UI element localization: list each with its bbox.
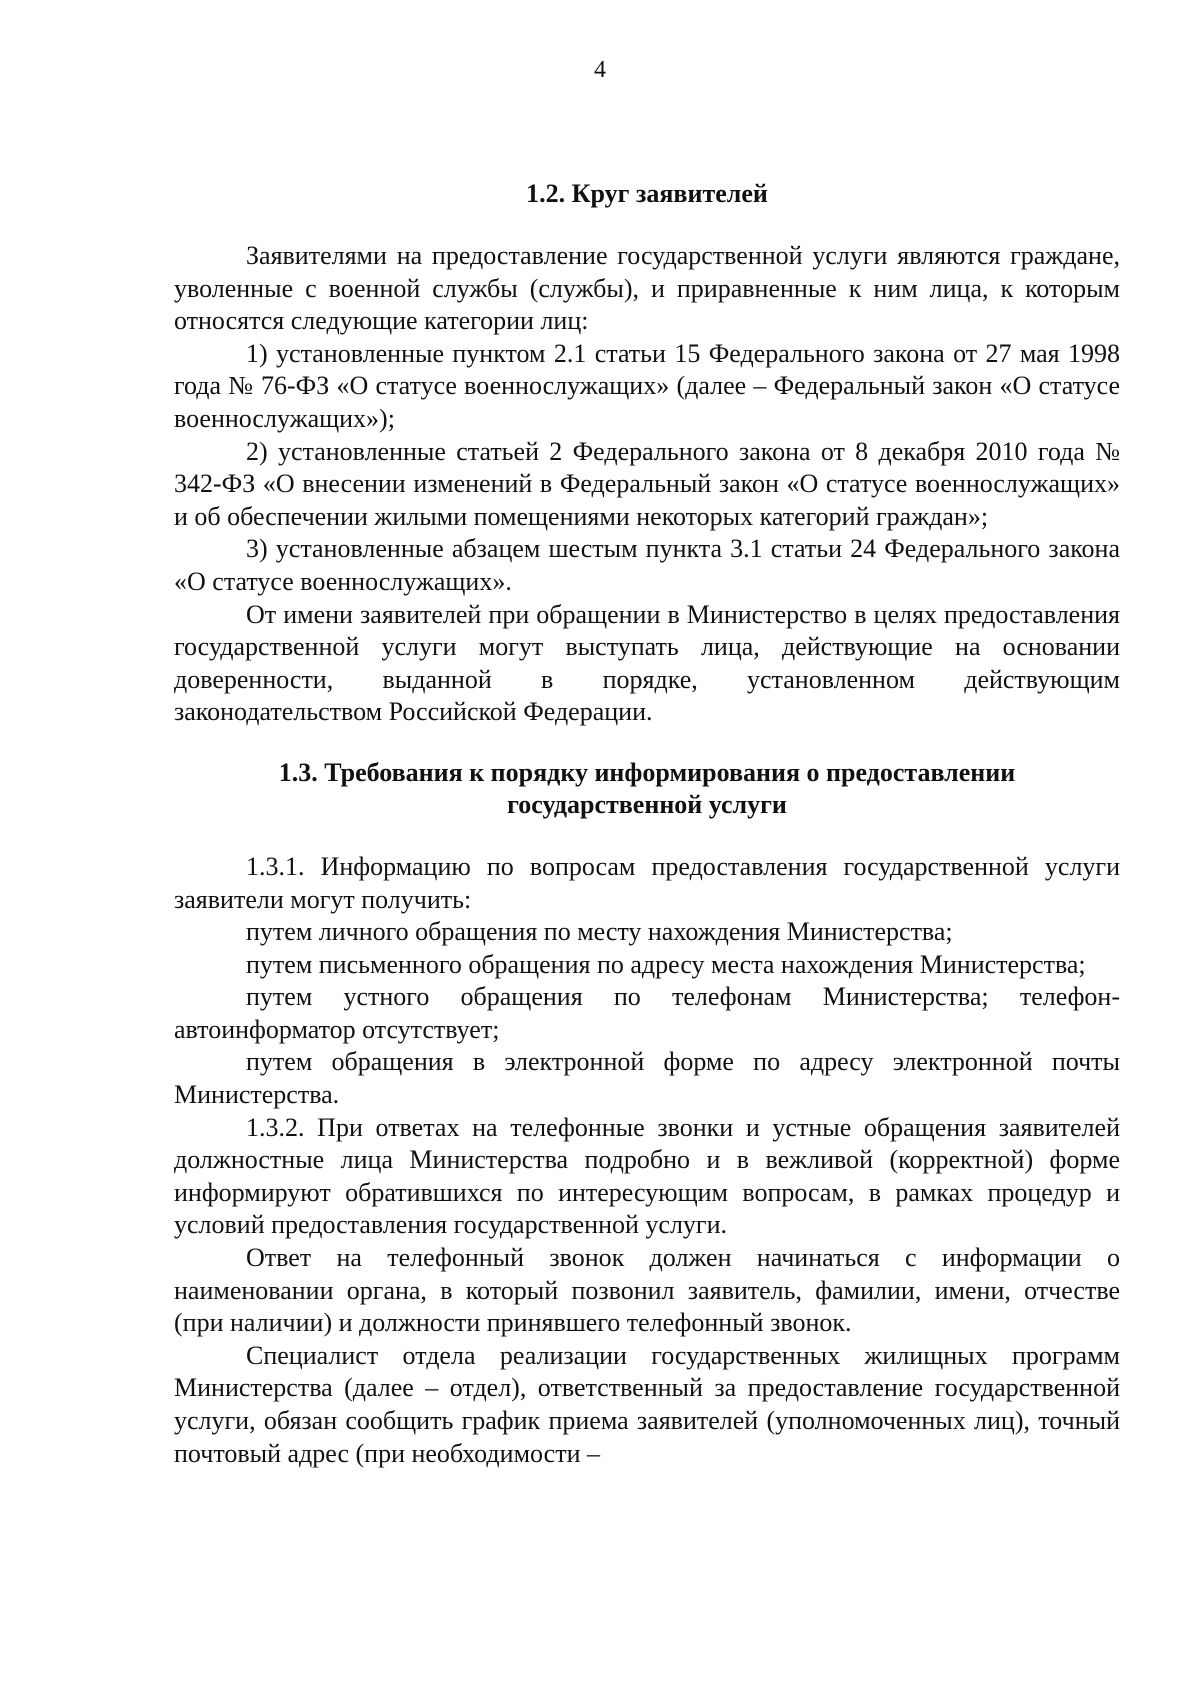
paragraph-category-2: 2) установленные статьей 2 Федерального закона от 8 декабря 2010 года № 342-ФЗ «О внесении изменений в Федеральный закон «О статусе военнослужащих» и об обеспечении жилыми помещениями некоторых категорий граждан»; — [174, 436, 1120, 531]
page-number: 4 — [594, 57, 606, 83]
paragraph-representatives: От имени заявителей при обращении в Министерство в целях предоставления государственной услуги могут выступать лица, действующие на основании доверенности, выданной в порядке, установленном действующим законодательством Российской Федерации. — [174, 599, 1120, 727]
paragraph-category-3: 3) установленные абзацем шестым пункта 3.1 статьи 24 Федерального закона «О статусе военнослужащих». — [174, 534, 1120, 596]
paragraph-applicants-intro: Заявителями на предоставление государственной услуги являются граждане, уволенные с военной службы (службы), и приравненные к ним лица, к которым относятся следующие категории лиц: — [174, 241, 1120, 336]
paragraph-1-3-2: 1.3.2. При ответах на телефонные звонки и устные обращения заявителей должностные лица Министерства подробно и в вежливой (корректной) форме информируют обратившихся по интересующим вопросам, в рамках процедур и условий предоставления государственной услуги. — [174, 1112, 1120, 1240]
document-body — [174, 178, 1120, 1470]
paragraph-category-1: 1) установленные пунктом 2.1 статьи 15 Федерального закона от 27 мая 1998 года № 76-ФЗ «О статусе военнослужащих» (далее – Федеральный закон «О статусе военнослужащих»); — [174, 338, 1120, 433]
paragraph-phone-answer: Ответ на телефонный звонок должен начинаться с информации о наименовании органа, в который позвонил заявитель, фамилии, имени, отчестве (при наличии) и должности принявшего телефонный звонок. — [174, 1243, 1120, 1338]
paragraph-written-request: путем письменного обращения по адресу места нахождения Министерства; — [246, 949, 1086, 979]
section-heading-1-3-line1: 1.3. Требования к порядку информирования о предоставлении — [278, 757, 1016, 787]
section-heading-1-3 — [174, 757, 1120, 821]
paragraph-personal-visit: путем личного обращения по месту нахождения Министерства; — [246, 917, 953, 947]
paragraph-electronic-request: путем обращения в электронной форме по адресу электронной почты Министерства. — [174, 1047, 1120, 1110]
paragraph-specialist: Специалист отдела реализации государственных жилищных программ Министерства (далее – отдел), ответственный за предоставление государственной услуги, обязан сообщить график приема заявителей (уполномоченных лиц), точный почтовый адрес (при необходимости – — [174, 1340, 1120, 1468]
paragraph-1-3-1: 1.3.1. Информацию по вопросам предоставления государственной услуги заявители могут получить: — [174, 851, 1120, 914]
paragraph-phone-request: путем устного обращения по телефонам Министерства; телефон-автоинформатор отсутствует; — [174, 982, 1120, 1044]
section-heading-1-3-line2: государственной услуги — [507, 789, 787, 819]
section-heading-1-2: 1.2. Круг заявителей — [526, 179, 768, 208]
